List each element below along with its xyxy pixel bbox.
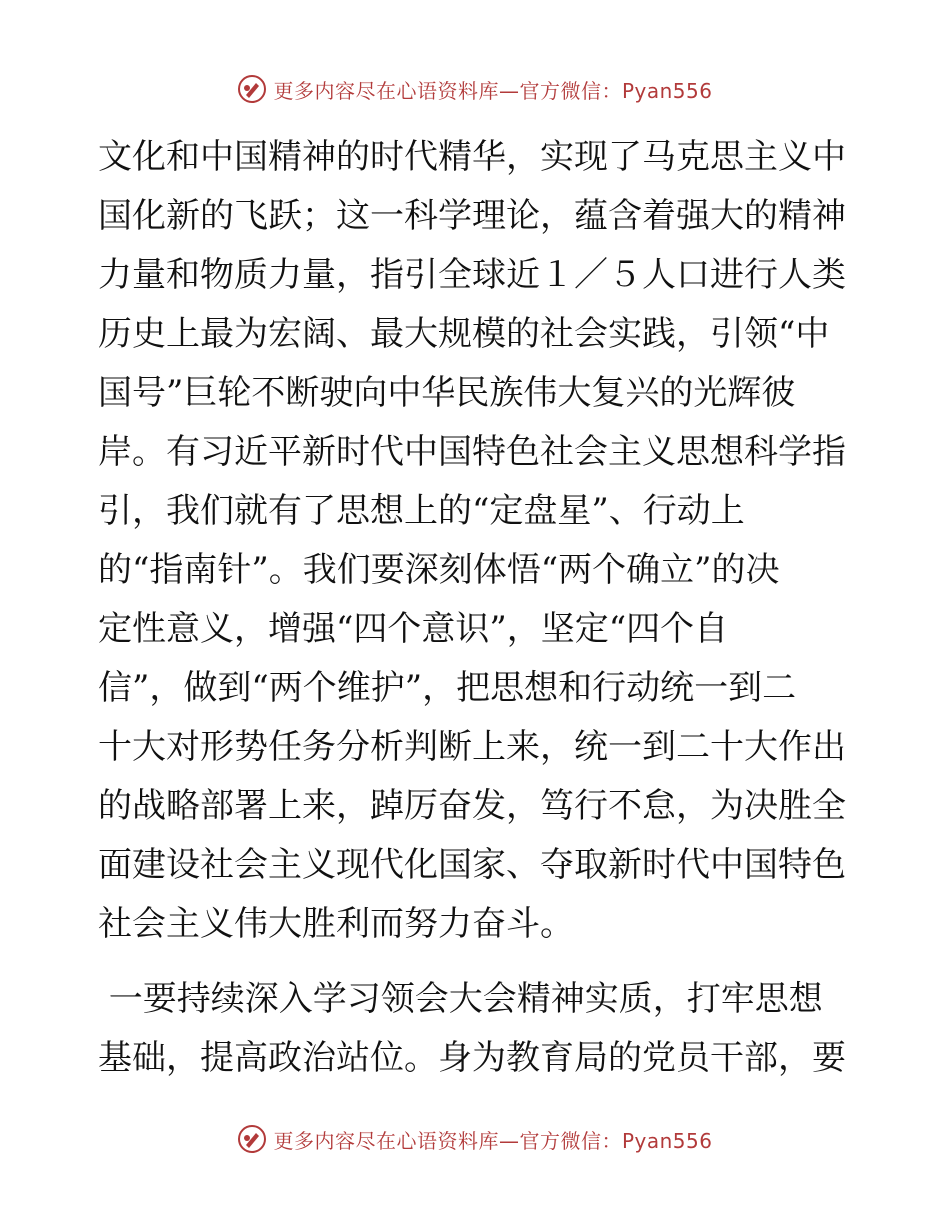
text-line: 文化和中国精神的时代精华，实现了马克思主义中 — [98, 137, 846, 177]
document-body — [98, 128, 858, 1088]
paragraph-gap — [98, 954, 858, 970]
footer-watermark — [0, 1124, 950, 1154]
text-line: 国化新的飞跃；这一科学理论，蕴含着强大的精神 — [98, 196, 846, 236]
text-line: 一要持续深入学习领会大会精神实质，打牢思想 — [98, 979, 823, 1019]
pen-nib-circle-icon — [237, 1124, 267, 1154]
text-line: 国号”巨轮不断驶向中华民族伟大复兴的光辉彼 — [98, 373, 796, 413]
text-line: 历史上最为宏阔、最大规模的社会实践，引领“中 — [98, 314, 830, 354]
text-line: 定性意义，增强“四个意识”，坚定“四个自 — [98, 609, 729, 649]
text-line: 社会主义伟大胜利而努力奋斗。 — [98, 904, 574, 944]
header-watermark — [0, 74, 950, 104]
text-line: 岸。有习近平新时代中国特色社会主义思想科学指 — [98, 432, 846, 472]
text-line: 信”，做到“两个维护”，把思想和行动统一到二 — [98, 668, 797, 708]
text-line: 引，我们就有了思想上的“定盘星”、行动上 — [98, 491, 745, 531]
text-line: 基础，提高政治站位。身为教育局的党员干部，要 — [98, 1038, 846, 1078]
text-line: 力量和物质力量，指引全球近１／５人口进行人类 — [98, 255, 846, 295]
text-line: 的“指南针”。我们要深刻体悟“两个确立”的决 — [98, 550, 780, 590]
pen-nib-circle-icon — [237, 74, 267, 104]
watermark-text: 更多内容尽在心语资料库—官方微信：Pyan556 — [273, 1128, 713, 1153]
paragraph — [98, 970, 858, 1088]
text-line: 面建设社会主义现代化国家、夺取新时代中国特色 — [98, 845, 846, 885]
watermark-text: 更多内容尽在心语资料库—官方微信：Pyan556 — [273, 78, 713, 103]
text-line: 的战略部署上来，踔厉奋发，笃行不怠，为决胜全 — [98, 786, 846, 826]
text-line: 十大对形势任务分析判断上来，统一到二十大作出 — [98, 727, 846, 767]
paragraph — [98, 128, 858, 954]
